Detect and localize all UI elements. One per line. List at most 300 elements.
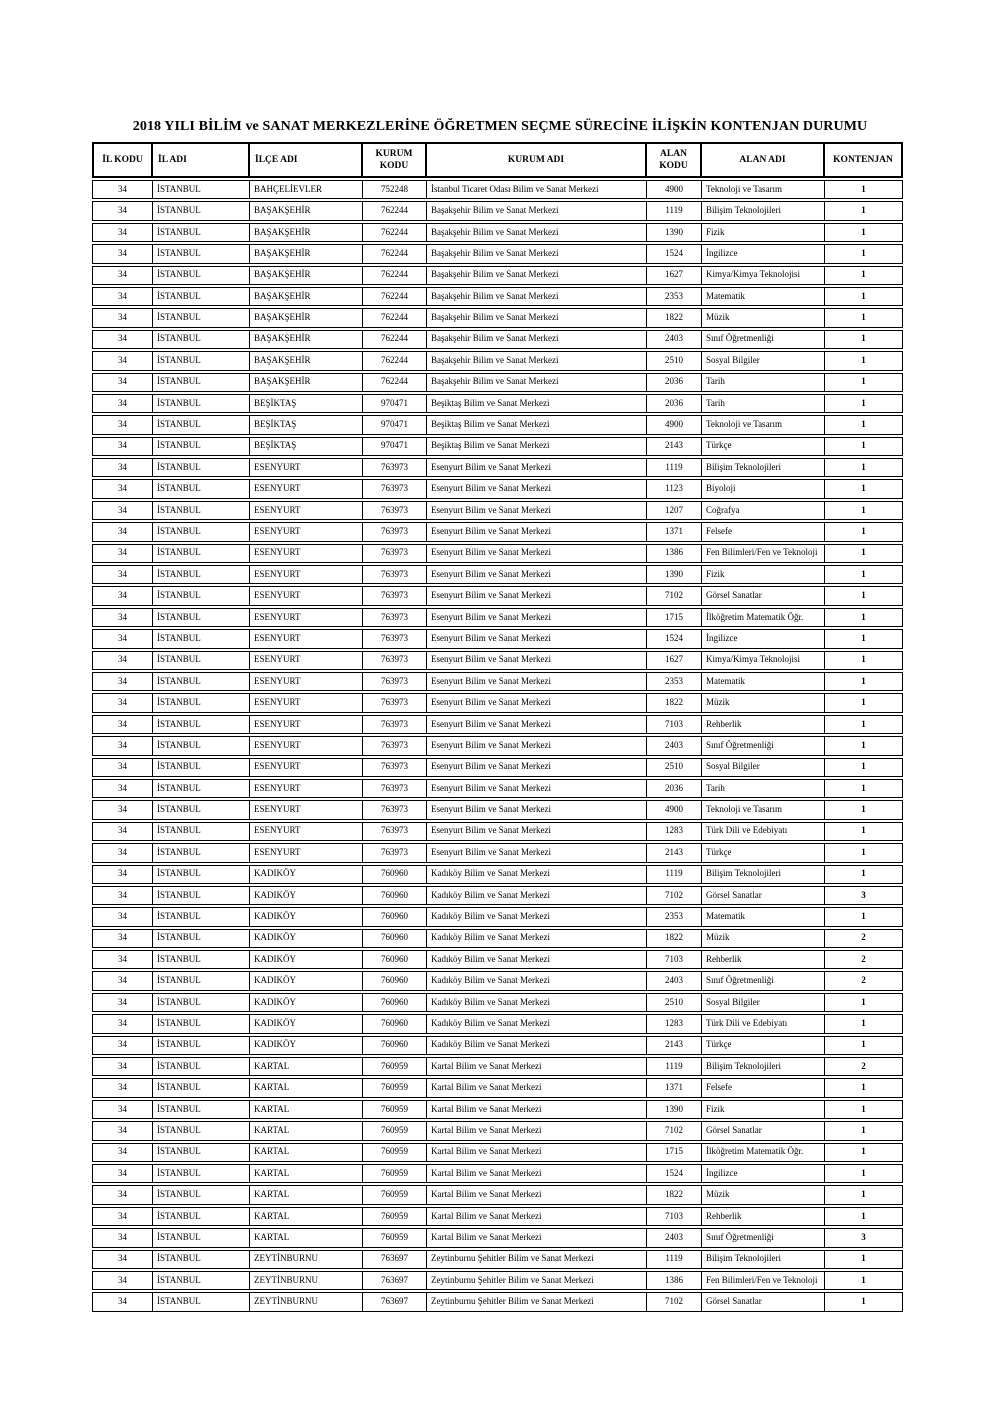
cell-ilce-adi: ESENYURT [250,736,363,755]
cell-ilce-adi: KARTAL [250,1143,363,1162]
cell-kontenjan: 1 [825,415,903,434]
cell-alan-adi: Fen Bilimleri/Fen ve Teknoloji [702,544,825,563]
cell-kontenjan: 1 [825,672,903,691]
cell-il-kodu: 34 [92,651,153,670]
cell-il-adi: İSTANBUL [153,971,250,990]
cell-il-kodu: 34 [92,437,153,456]
cell-il-kodu: 34 [92,672,153,691]
table-row [92,715,903,734]
cell-il-kodu: 34 [92,865,153,884]
cell-kurum-adi: Kartal Bilim ve Sanat Merkezi [427,1143,647,1162]
cell-ilce-adi: BEŞİKTAŞ [250,394,363,413]
cell-il-adi: İSTANBUL [153,651,250,670]
cell-il-kodu: 34 [92,351,153,370]
cell-kurum-kodu: 763973 [363,672,427,691]
cell-alan-adi: Tarih [702,394,825,413]
cell-il-kodu: 34 [92,1121,153,1140]
cell-alan-adi: Sosyal Bilgiler [702,993,825,1012]
cell-il-kodu: 34 [92,266,153,285]
cell-alan-adi: İngilizce [702,244,825,263]
cell-alan-adi: Türkçe [702,1036,825,1055]
cell-il-kodu: 34 [92,522,153,541]
cell-alan-adi: Rehberlik [702,950,825,969]
cell-alan-kodu: 1715 [647,1143,702,1162]
cell-alan-adi: Coğrafya [702,501,825,520]
column-header-kurum-kodu: KURUM KODU [363,142,427,178]
cell-kontenjan: 1 [825,1121,903,1140]
cell-ilce-adi: KADIKÖY [250,1014,363,1033]
cell-alan-kodu: 7102 [647,1292,702,1311]
cell-kurum-kodu: 763973 [363,586,427,605]
cell-il-adi: İSTANBUL [153,993,250,1012]
cell-ilce-adi: ESENYURT [250,586,363,605]
cell-kurum-adi: Esenyurt Bilim ve Sanat Merkezi [427,501,647,520]
cell-kurum-kodu: 762244 [363,201,427,220]
cell-il-kodu: 34 [92,544,153,563]
cell-alan-kodu: 1390 [647,223,702,242]
cell-alan-adi: Bilişim Teknolojileri [702,201,825,220]
cell-il-kodu: 34 [92,758,153,777]
table-row [92,458,903,477]
cell-kurum-kodu: 763973 [363,758,427,777]
table-row [92,1036,903,1055]
cell-alan-kodu: 1386 [647,1271,702,1290]
cell-kurum-kodu: 762244 [363,244,427,263]
cell-il-adi: İSTANBUL [153,522,250,541]
table-row [92,865,903,884]
cell-kurum-kodu: 970471 [363,415,427,434]
cell-kurum-adi: Esenyurt Bilim ve Sanat Merkezi [427,822,647,841]
cell-ilce-adi: KADIKÖY [250,993,363,1012]
cell-alan-adi: Bilişim Teknolojileri [702,865,825,884]
cell-kurum-adi: Başakşehir Bilim ve Sanat Merkezi [427,373,647,392]
table-row [92,287,903,306]
cell-kurum-kodu: 760959 [363,1143,427,1162]
cell-alan-adi: Görsel Sanatlar [702,886,825,905]
cell-il-adi: İSTANBUL [153,736,250,755]
column-header-ilce-adi: İLÇE ADI [250,142,363,178]
cell-alan-adi: Türk Dili ve Edebiyatı [702,1014,825,1033]
table-row [92,800,903,819]
cell-kurum-kodu: 760960 [363,907,427,926]
cell-kurum-kodu: 760960 [363,865,427,884]
cell-ilce-adi: KARTAL [250,1100,363,1119]
cell-kurum-adi: Esenyurt Bilim ve Sanat Merkezi [427,479,647,498]
table-row [92,629,903,648]
cell-il-kodu: 34 [92,330,153,349]
cell-alan-kodu: 2510 [647,758,702,777]
table-row [92,1250,903,1269]
cell-il-adi: İSTANBUL [153,415,250,434]
table-row [92,1164,903,1183]
cell-alan-kodu: 1119 [647,1250,702,1269]
cell-ilce-adi: BAŞAKŞEHİR [250,266,363,285]
cell-il-kodu: 34 [92,501,153,520]
cell-ilce-adi: KARTAL [250,1228,363,1247]
cell-kontenjan: 1 [825,651,903,670]
cell-il-kodu: 34 [92,308,153,327]
cell-ilce-adi: KADIKÖY [250,1036,363,1055]
cell-alan-adi: Görsel Sanatlar [702,1121,825,1140]
cell-kurum-adi: Beşiktaş Bilim ve Sanat Merkezi [427,394,647,413]
cell-il-adi: İSTANBUL [153,843,250,862]
cell-kontenjan: 1 [825,1100,903,1119]
cell-alan-kodu: 1283 [647,1014,702,1033]
cell-kurum-kodu: 763973 [363,651,427,670]
cell-alan-adi: Rehberlik [702,715,825,734]
cell-il-adi: İSTANBUL [153,822,250,841]
cell-kurum-kodu: 763973 [363,715,427,734]
cell-il-adi: İSTANBUL [153,693,250,712]
cell-kurum-adi: Esenyurt Bilim ve Sanat Merkezi [427,693,647,712]
cell-alan-kodu: 1386 [647,544,702,563]
cell-il-adi: İSTANBUL [153,1143,250,1162]
cell-alan-adi: Matematik [702,907,825,926]
cell-alan-kodu: 1119 [647,458,702,477]
cell-ilce-adi: ESENYURT [250,565,363,584]
cell-ilce-adi: ESENYURT [250,458,363,477]
cell-alan-kodu: 4900 [647,800,702,819]
cell-alan-kodu: 2353 [647,907,702,926]
cell-kontenjan: 2 [825,1057,903,1076]
cell-kurum-adi: Kadıköy Bilim ve Sanat Merkezi [427,1014,647,1033]
cell-il-kodu: 34 [92,394,153,413]
table-row [92,308,903,327]
cell-il-adi: İSTANBUL [153,437,250,456]
cell-kurum-kodu: 762244 [363,351,427,370]
cell-il-adi: İSTANBUL [153,394,250,413]
cell-kontenjan: 1 [825,479,903,498]
cell-kurum-kodu: 760960 [363,929,427,948]
cell-il-adi: İSTANBUL [153,1292,250,1311]
cell-kurum-kodu: 760960 [363,886,427,905]
cell-kurum-adi: Zeytinburnu Şehitler Bilim ve Sanat Merkezi [427,1250,647,1269]
table-row [92,1057,903,1076]
table-row [92,1185,903,1204]
table-row [92,223,903,242]
cell-il-adi: İSTANBUL [153,672,250,691]
cell-kurum-adi: Kartal Bilim ve Sanat Merkezi [427,1057,647,1076]
cell-alan-adi: İngilizce [702,1164,825,1183]
cell-kontenjan: 1 [825,330,903,349]
cell-kontenjan: 1 [825,223,903,242]
cell-kurum-adi: Başakşehir Bilim ve Sanat Merkezi [427,244,647,263]
cell-kontenjan: 1 [825,1292,903,1311]
cell-kontenjan: 1 [825,266,903,285]
cell-il-kodu: 34 [92,1078,153,1097]
cell-kurum-adi: Başakşehir Bilim ve Sanat Merkezi [427,308,647,327]
cell-ilce-adi: KARTAL [250,1164,363,1183]
cell-alan-kodu: 1627 [647,651,702,670]
table-row [92,565,903,584]
cell-kurum-kodu: 763973 [363,544,427,563]
cell-kontenjan: 1 [825,1271,903,1290]
cell-alan-kodu: 1822 [647,929,702,948]
cell-kurum-kodu: 760959 [363,1164,427,1183]
column-header-il-kodu: İL KODU [92,142,153,178]
cell-ilce-adi: ESENYURT [250,822,363,841]
cell-kontenjan: 1 [825,693,903,712]
cell-kontenjan: 3 [825,886,903,905]
table-row [92,950,903,969]
cell-ilce-adi: ESENYURT [250,544,363,563]
cell-kurum-adi: Başakşehir Bilim ve Sanat Merkezi [427,287,647,306]
cell-kurum-kodu: 760959 [363,1185,427,1204]
cell-il-adi: İSTANBUL [153,244,250,263]
table-row [92,907,903,926]
cell-il-adi: İSTANBUL [153,715,250,734]
cell-il-kodu: 34 [92,565,153,584]
cell-ilce-adi: BAŞAKŞEHİR [250,308,363,327]
cell-kurum-adi: Başakşehir Bilim ve Sanat Merkezi [427,201,647,220]
cell-il-adi: İSTANBUL [153,1121,250,1140]
cell-il-kodu: 34 [92,586,153,605]
cell-kurum-adi: Esenyurt Bilim ve Sanat Merkezi [427,629,647,648]
cell-il-kodu: 34 [92,1036,153,1055]
cell-alan-adi: Biyoloji [702,479,825,498]
cell-kurum-adi: Esenyurt Bilim ve Sanat Merkezi [427,458,647,477]
cell-ilce-adi: ESENYURT [250,843,363,862]
cell-il-kodu: 34 [92,1164,153,1183]
cell-il-kodu: 34 [92,1143,153,1162]
cell-ilce-adi: BAŞAKŞEHİR [250,244,363,263]
cell-alan-adi: Fen Bilimleri/Fen ve Teknoloji [702,1271,825,1290]
cell-ilce-adi: KADIKÖY [250,971,363,990]
cell-il-adi: İSTANBUL [153,501,250,520]
cell-ilce-adi: ESENYURT [250,779,363,798]
cell-il-kodu: 34 [92,993,153,1012]
table-row [92,971,903,990]
cell-alan-kodu: 2353 [647,672,702,691]
cell-alan-kodu: 2036 [647,373,702,392]
cell-kurum-adi: Kartal Bilim ve Sanat Merkezi [427,1228,647,1247]
cell-kurum-adi: Kartal Bilim ve Sanat Merkezi [427,1078,647,1097]
cell-ilce-adi: ESENYURT [250,693,363,712]
cell-kontenjan: 1 [825,287,903,306]
cell-ilce-adi: ESENYURT [250,501,363,520]
cell-il-kodu: 34 [92,201,153,220]
table-row [92,993,903,1012]
table-row [92,736,903,755]
cell-alan-adi: Görsel Sanatlar [702,586,825,605]
cell-kurum-adi: Başakşehir Bilim ve Sanat Merkezi [427,223,647,242]
cell-kurum-kodu: 763973 [363,822,427,841]
cell-il-kodu: 34 [92,779,153,798]
cell-alan-kodu: 1119 [647,865,702,884]
cell-alan-kodu: 2403 [647,971,702,990]
cell-ilce-adi: BAŞAKŞEHİR [250,201,363,220]
cell-il-adi: İSTANBUL [153,1207,250,1226]
cell-alan-kodu: 7103 [647,950,702,969]
cell-alan-adi: Bilişim Teknolojileri [702,1250,825,1269]
cell-il-kodu: 34 [92,886,153,905]
cell-kontenjan: 1 [825,501,903,520]
cell-kurum-adi: Esenyurt Bilim ve Sanat Merkezi [427,736,647,755]
cell-kurum-kodu: 762244 [363,308,427,327]
cell-alan-kodu: 7102 [647,886,702,905]
cell-il-adi: İSTANBUL [153,479,250,498]
cell-kurum-adi: İstanbul Ticaret Odası Bilim ve Sanat Merkezi [427,180,647,199]
column-header-kontenjan: KONTENJAN [825,142,903,178]
cell-alan-adi: Sosyal Bilgiler [702,758,825,777]
cell-kurum-kodu: 763973 [363,565,427,584]
cell-alan-kodu: 1123 [647,479,702,498]
table-row [92,758,903,777]
table-row [92,437,903,456]
table-row [92,479,903,498]
cell-kontenjan: 1 [825,1185,903,1204]
cell-kontenjan: 1 [825,715,903,734]
cell-kurum-adi: Esenyurt Bilim ve Sanat Merkezi [427,651,647,670]
cell-ilce-adi: ESENYURT [250,651,363,670]
cell-kontenjan: 2 [825,971,903,990]
table-row [92,201,903,220]
cell-il-adi: İSTANBUL [153,758,250,777]
cell-kurum-kodu: 760960 [363,993,427,1012]
cell-kurum-kodu: 760959 [363,1100,427,1119]
cell-il-kodu: 34 [92,907,153,926]
cell-il-adi: İSTANBUL [153,800,250,819]
cell-kurum-adi: Esenyurt Bilim ve Sanat Merkezi [427,544,647,563]
cell-kontenjan: 1 [825,1143,903,1162]
cell-il-kodu: 34 [92,244,153,263]
cell-alan-kodu: 2143 [647,843,702,862]
cell-il-kodu: 34 [92,1185,153,1204]
cell-kurum-kodu: 763973 [363,843,427,862]
cell-il-adi: İSTANBUL [153,1014,250,1033]
cell-alan-kodu: 1207 [647,501,702,520]
cell-kurum-kodu: 763973 [363,458,427,477]
cell-alan-adi: Sınıf Öğretmenliği [702,330,825,349]
cell-il-adi: İSTANBUL [153,308,250,327]
cell-il-kodu: 34 [92,971,153,990]
cell-kontenjan: 1 [825,458,903,477]
cell-alan-kodu: 1524 [647,244,702,263]
cell-il-kodu: 34 [92,608,153,627]
cell-kurum-kodu: 970471 [363,437,427,456]
cell-alan-kodu: 1371 [647,522,702,541]
cell-kurum-kodu: 752248 [363,180,427,199]
cell-il-kodu: 34 [92,1207,153,1226]
table-row [92,266,903,285]
cell-kurum-kodu: 763973 [363,736,427,755]
cell-il-adi: İSTANBUL [153,458,250,477]
cell-alan-kodu: 1715 [647,608,702,627]
cell-il-adi: İSTANBUL [153,351,250,370]
cell-ilce-adi: ESENYURT [250,479,363,498]
cell-kurum-kodu: 763973 [363,522,427,541]
cell-kontenjan: 1 [825,608,903,627]
cell-ilce-adi: KADIKÖY [250,929,363,948]
cell-kontenjan: 1 [825,629,903,648]
cell-kurum-kodu: 763973 [363,800,427,819]
cell-alan-adi: Rehberlik [702,1207,825,1226]
cell-alan-adi: Sınıf Öğretmenliği [702,971,825,990]
table-row [92,415,903,434]
cell-alan-adi: Türkçe [702,437,825,456]
cell-ilce-adi: KARTAL [250,1078,363,1097]
table-row [92,522,903,541]
cell-ilce-adi: ESENYURT [250,522,363,541]
cell-kurum-kodu: 763697 [363,1250,427,1269]
cell-kontenjan: 1 [825,907,903,926]
cell-alan-adi: Müzik [702,929,825,948]
cell-ilce-adi: BAŞAKŞEHİR [250,223,363,242]
cell-alan-kodu: 1119 [647,1057,702,1076]
cell-alan-adi: Tarih [702,373,825,392]
cell-kontenjan: 1 [825,1036,903,1055]
cell-il-kodu: 34 [92,950,153,969]
cell-alan-kodu: 1283 [647,822,702,841]
cell-alan-kodu: 1822 [647,1185,702,1204]
table-row [92,822,903,841]
table-row [92,180,903,199]
table-row [92,1207,903,1226]
cell-kontenjan: 1 [825,1164,903,1183]
cell-kontenjan: 1 [825,437,903,456]
cell-kurum-kodu: 763973 [363,501,427,520]
cell-kontenjan: 1 [825,993,903,1012]
cell-kontenjan: 1 [825,244,903,263]
cell-kurum-adi: Beşiktaş Bilim ve Sanat Merkezi [427,415,647,434]
cell-kurum-kodu: 760960 [363,1036,427,1055]
cell-alan-adi: Kimya/Kimya Teknolojisi [702,266,825,285]
cell-alan-adi: Fizik [702,1100,825,1119]
cell-kurum-adi: Beşiktaş Bilim ve Sanat Merkezi [427,437,647,456]
cell-kurum-kodu: 760959 [363,1057,427,1076]
cell-kurum-kodu: 762244 [363,223,427,242]
cell-alan-kodu: 1627 [647,266,702,285]
cell-alan-kodu: 2353 [647,287,702,306]
cell-ilce-adi: BAŞAKŞEHİR [250,330,363,349]
cell-il-adi: İSTANBUL [153,929,250,948]
cell-ilce-adi: BAŞAKŞEHİR [250,287,363,306]
cell-alan-kodu: 1390 [647,565,702,584]
cell-kontenjan: 1 [825,758,903,777]
cell-alan-kodu: 2403 [647,1228,702,1247]
table-row [92,1014,903,1033]
cell-alan-adi: İngilizce [702,629,825,648]
cell-alan-kodu: 2403 [647,736,702,755]
cell-alan-kodu: 2036 [647,394,702,413]
cell-kurum-kodu: 760959 [363,1228,427,1247]
cell-ilce-adi: ZEYTİNBURNU [250,1271,363,1290]
cell-alan-adi: Bilişim Teknolojileri [702,458,825,477]
cell-kurum-adi: Kartal Bilim ve Sanat Merkezi [427,1185,647,1204]
cell-kontenjan: 1 [825,180,903,199]
cell-il-kodu: 34 [92,929,153,948]
cell-kontenjan: 1 [825,822,903,841]
page-title: 2018 YILI BİLİM ve SANAT MERKEZLERİNE ÖĞRETMEN SEÇME SÜRECİNE İLİŞKİN KONTENJAN DURUMU [132,119,868,134]
cell-alan-kodu: 4900 [647,415,702,434]
cell-il-adi: İSTANBUL [153,1250,250,1269]
cell-il-adi: İSTANBUL [153,886,250,905]
cell-alan-kodu: 7102 [647,1121,702,1140]
cell-ilce-adi: ESENYURT [250,800,363,819]
cell-il-adi: İSTANBUL [153,565,250,584]
cell-alan-kodu: 2510 [647,993,702,1012]
cell-il-adi: İSTANBUL [153,1036,250,1055]
cell-kurum-kodu: 970471 [363,394,427,413]
cell-il-adi: İSTANBUL [153,1164,250,1183]
cell-kontenjan: 1 [825,1078,903,1097]
cell-alan-adi: Fizik [702,223,825,242]
table-row [92,373,903,392]
cell-kontenjan: 1 [825,843,903,862]
cell-il-adi: İSTANBUL [153,1185,250,1204]
cell-kontenjan: 2 [825,950,903,969]
cell-il-kodu: 34 [92,180,153,199]
